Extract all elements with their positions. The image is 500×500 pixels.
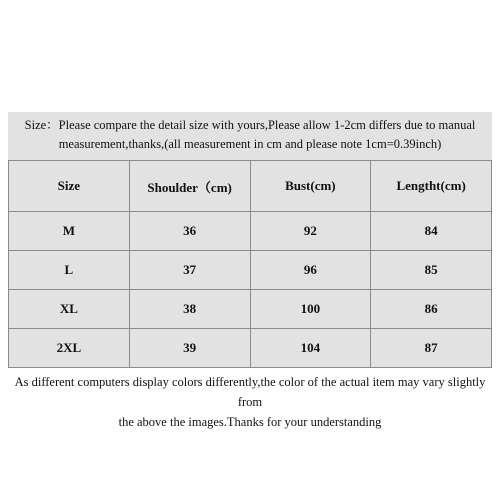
cell-bust: 104 — [250, 329, 371, 368]
intro-line-2: measurement,thanks,(all measurement in cm and please note 1cm=0.39inch) — [58, 137, 442, 151]
size-table — [8, 160, 492, 368]
table-row — [9, 329, 492, 368]
cell-shoulder: 36 — [129, 212, 250, 251]
cell-bust: 96 — [250, 251, 371, 290]
cell-length: 85 — [371, 251, 492, 290]
table-header-row — [9, 161, 492, 212]
cell-shoulder: 37 — [129, 251, 250, 290]
intro-line-1: Size：Please compare the detail size with yours,Please allow 1-2cm differs due to manual — [24, 118, 476, 132]
cell-shoulder: 38 — [129, 290, 250, 329]
footer-line-1: As different computers display colors differently,the color of the actual item may vary slightly from — [14, 375, 486, 409]
size-chart — [0, 112, 500, 432]
footer-line-2: the above the images.Thanks for your understanding — [118, 415, 382, 429]
cell-size: 2XL — [9, 329, 130, 368]
table-row — [9, 251, 492, 290]
cell-size: XL — [9, 290, 130, 329]
header-bust: Bust(cm) — [250, 161, 371, 212]
color-disclaimer — [0, 368, 500, 432]
cell-bust: 100 — [250, 290, 371, 329]
cell-shoulder: 39 — [129, 329, 250, 368]
table-row — [9, 212, 492, 251]
cell-length: 86 — [371, 290, 492, 329]
cell-bust: 92 — [250, 212, 371, 251]
table-row — [9, 290, 492, 329]
header-shoulder: Shoulder（cm) — [129, 161, 250, 212]
header-size: Size — [9, 161, 130, 212]
size-intro-note — [8, 112, 492, 160]
cell-size: L — [9, 251, 130, 290]
cell-length: 84 — [371, 212, 492, 251]
header-length: Lengtht(cm) — [371, 161, 492, 212]
cell-size: M — [9, 212, 130, 251]
cell-length: 87 — [371, 329, 492, 368]
